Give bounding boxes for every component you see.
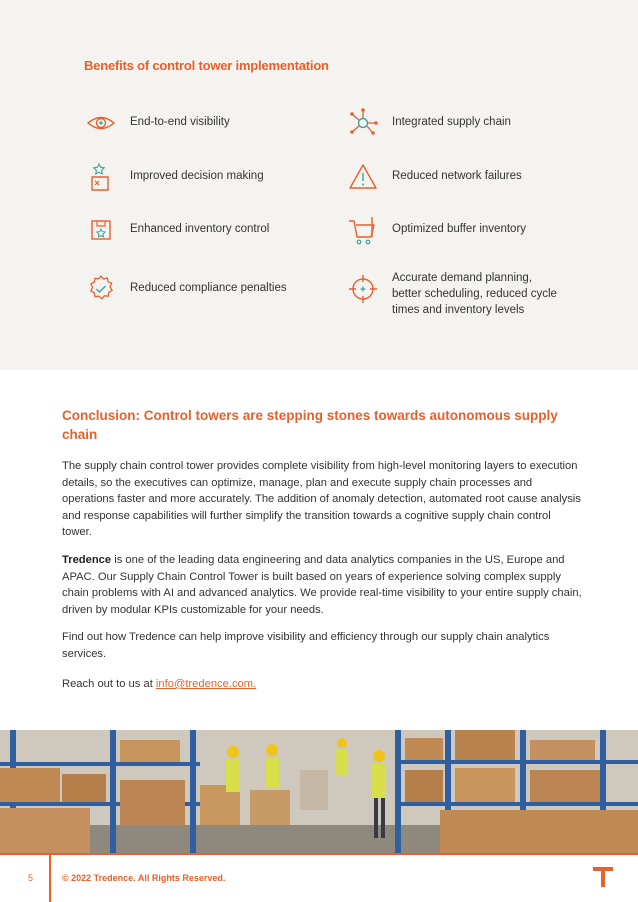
benefit-item-visibility (84, 106, 314, 140)
benefit-item-inventory (84, 213, 314, 247)
benefit-item-integrated (346, 106, 576, 140)
conclusion-paragraph-2 (62, 552, 582, 618)
paragraph-2-text: is one of the leading data engineering and data analytics companies in the US, Europe and APAC. Our Supply Chain Control Tower is built based on years of experience solving complex supply chain problems with AI and advanced analytics. We provide real-time visibility to your entire supply chain, driven by modular KPIs customizable for your needs. (62, 554, 582, 616)
benefit-label: Reduced compliance penalties (130, 282, 287, 294)
eye-icon (84, 106, 118, 140)
network-icon (346, 106, 380, 140)
benefit-item-buffer (346, 213, 576, 247)
benefit-item-compliance (84, 272, 324, 306)
benefit-label: Optimized buffer inventory (392, 223, 527, 235)
reach-out-line (62, 676, 582, 693)
reach-out-text: Reach out to us at (62, 678, 156, 690)
benefit-item-demand (346, 264, 576, 318)
benefits-title: Benefits of control tower implementation (84, 58, 329, 73)
footer-divider (0, 853, 638, 855)
tredence-logo-icon (592, 866, 614, 888)
benefit-label: Enhanced inventory control (130, 223, 270, 235)
gear-check-icon (84, 272, 118, 306)
warning-icon (346, 160, 380, 194)
brand-name: Tredence (62, 554, 112, 566)
decision-icon (84, 160, 118, 194)
benefit-label: Improved decision making (130, 170, 264, 182)
inventory-box-icon (84, 213, 118, 247)
benefits-panel (0, 0, 638, 370)
conclusion-title: Conclusion: Control towers are stepping stones towards autonomous supply chain (62, 408, 558, 442)
benefit-label: Accurate demand planning, better scheduling, reduced cycle times and inventory levels (392, 272, 557, 316)
conclusion-paragraph-3: Find out how Tredence can help improve visibility and efficiency through our supply chain analytics services. (62, 631, 550, 660)
cart-icon (346, 213, 380, 247)
conclusion-paragraph-1: The supply chain control tower provides complete visibility from high-level monitoring layers to execution details, so the executives can optimize, manage, plan and execute supply chain processes and operations faster and more accurately. The addition of anomaly detection, automated root cause analysis and response capabilities will further simplify the transition towards a cognitive supply chain control tower. (62, 460, 581, 538)
email-link[interactable]: info@tredence.com. (155, 678, 257, 690)
page-number: 5 (28, 873, 34, 883)
target-icon (346, 272, 380, 306)
benefit-label: Reduced network failures (392, 170, 522, 182)
copyright-text: © 2022 Tredence. All Rights Reserved. (62, 873, 226, 883)
warehouse-photo (0, 730, 638, 853)
benefit-label: Integrated supply chain (392, 116, 511, 128)
footer-vertical-divider (49, 855, 51, 902)
benefit-item-decision (84, 160, 314, 194)
benefit-item-failures (346, 160, 576, 194)
benefit-label: End-to-end visibility (130, 116, 230, 128)
